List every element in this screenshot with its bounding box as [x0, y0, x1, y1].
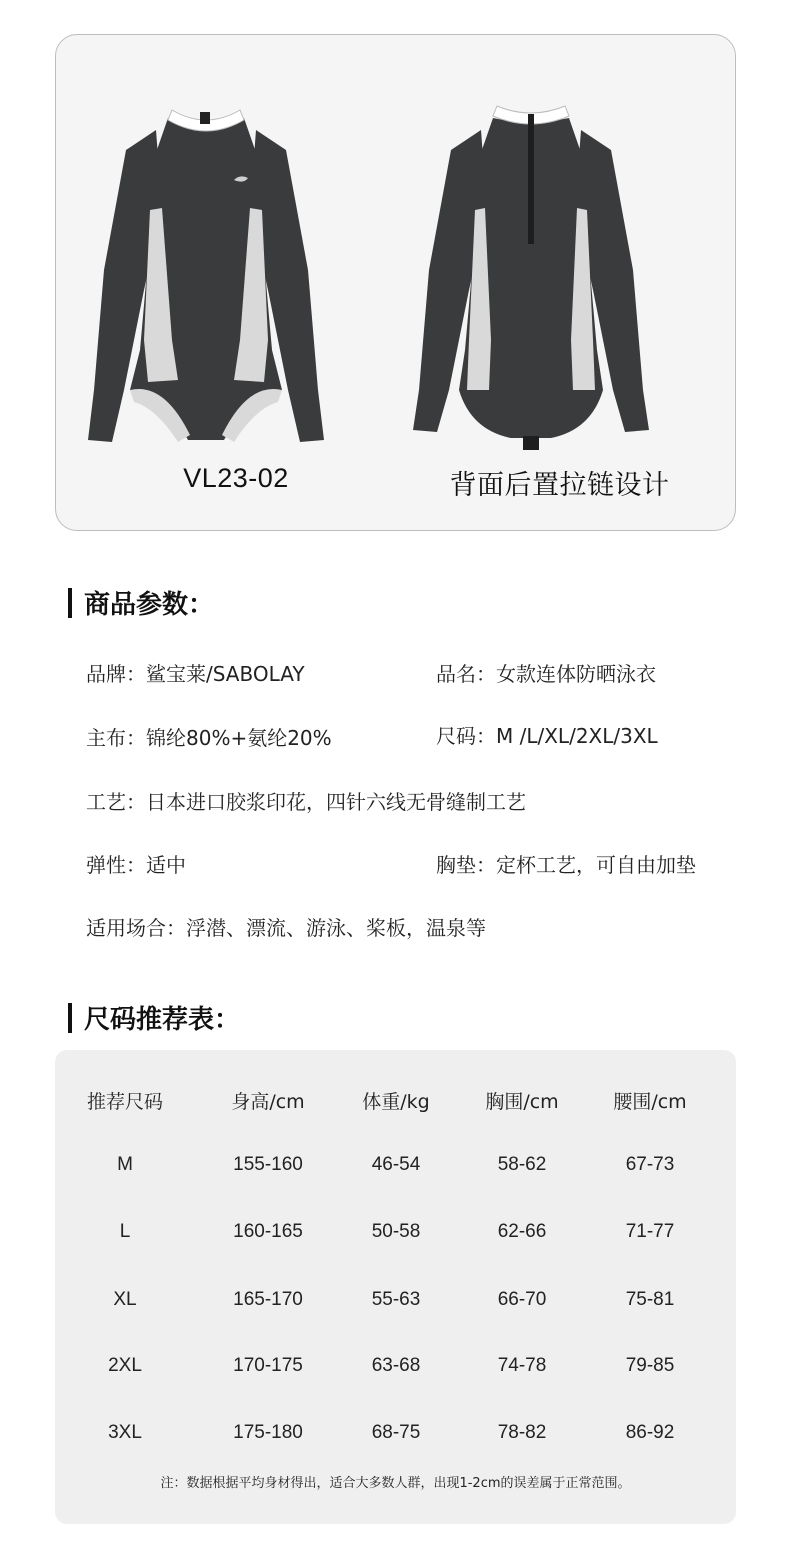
front-caption: VL23-02	[183, 463, 289, 493]
column-header: 推荐尺码	[86, 1091, 163, 1113]
column-header: 腰围/cm	[613, 1091, 687, 1113]
table-cell: 71-77	[625, 1221, 675, 1242]
table-cell: 67-73	[625, 1154, 675, 1175]
params-heading-text: 商品参数：	[84, 590, 215, 620]
table-cell: 175-180	[233, 1422, 303, 1443]
table-cell-size: 3XL	[108, 1422, 142, 1443]
spec-padding: 胸垫：定杯工艺，可自由加垫	[436, 853, 696, 877]
size-table-heading-text: 尺码推荐表：	[84, 1005, 241, 1035]
table-cell: 78-82	[497, 1422, 547, 1443]
table-cell: 66-70	[497, 1289, 547, 1310]
table-cell: 58-62	[497, 1154, 547, 1175]
column-header: 体重/kg	[362, 1091, 430, 1113]
back-caption: 背面后置拉链设计	[449, 470, 670, 501]
column-header: 身高/cm	[231, 1091, 305, 1113]
table-cell: 62-66	[497, 1221, 547, 1242]
heading-bar	[68, 1003, 72, 1033]
table-cell: 46-54	[371, 1154, 421, 1175]
spec-usage: 适用场合：浮潜、漂流、游泳、桨板，温泉等	[86, 916, 486, 940]
table-cell-size: XL	[113, 1289, 137, 1310]
spec-size: 尺码：M /L/XL/2XL/3XL	[436, 724, 658, 748]
table-cell: 165-170	[233, 1289, 303, 1310]
table-cell-size: M	[117, 1154, 133, 1175]
table-cell: 50-58	[371, 1221, 421, 1242]
spec-brand: 品牌：鲨宝莱/SABOLAY	[86, 662, 305, 686]
table-cell-size: 2XL	[108, 1355, 142, 1376]
size-table-note: 注：数据根据平均身材得出，适合大多数人群，出现1-2cm的误差属于正常范围。	[160, 1476, 631, 1491]
params-heading	[68, 584, 214, 621]
spec-elasticity: 弹性：适中	[86, 853, 186, 877]
table-cell: 68-75	[371, 1422, 421, 1443]
table-cell: 170-175	[233, 1355, 303, 1376]
table-cell: 75-81	[625, 1289, 675, 1310]
table-cell: 74-78	[497, 1355, 547, 1376]
spec-craft: 工艺：日本进口胶浆印花，四针六线无骨缝制工艺	[86, 790, 526, 814]
table-cell-size: L	[119, 1221, 131, 1242]
column-header: 胸围/cm	[485, 1091, 559, 1113]
size-table	[55, 1050, 736, 1524]
table-cell: 155-160	[233, 1154, 303, 1175]
table-cell: 160-165	[233, 1221, 303, 1242]
swimsuit-back-image	[411, 90, 651, 480]
product-photo-frame	[55, 34, 736, 531]
table-cell: 79-85	[625, 1355, 675, 1376]
spec-name: 品名：女款连体防晒泳衣	[436, 662, 656, 686]
table-cell: 55-63	[371, 1289, 421, 1310]
swimsuit-front-image	[86, 90, 326, 480]
spec-fabric: 主布：锦纶80%+氨纶20%	[86, 726, 332, 750]
size-table-heading	[68, 999, 240, 1036]
table-cell: 86-92	[625, 1422, 675, 1443]
table-cell: 63-68	[371, 1355, 421, 1376]
heading-bar	[68, 588, 72, 618]
